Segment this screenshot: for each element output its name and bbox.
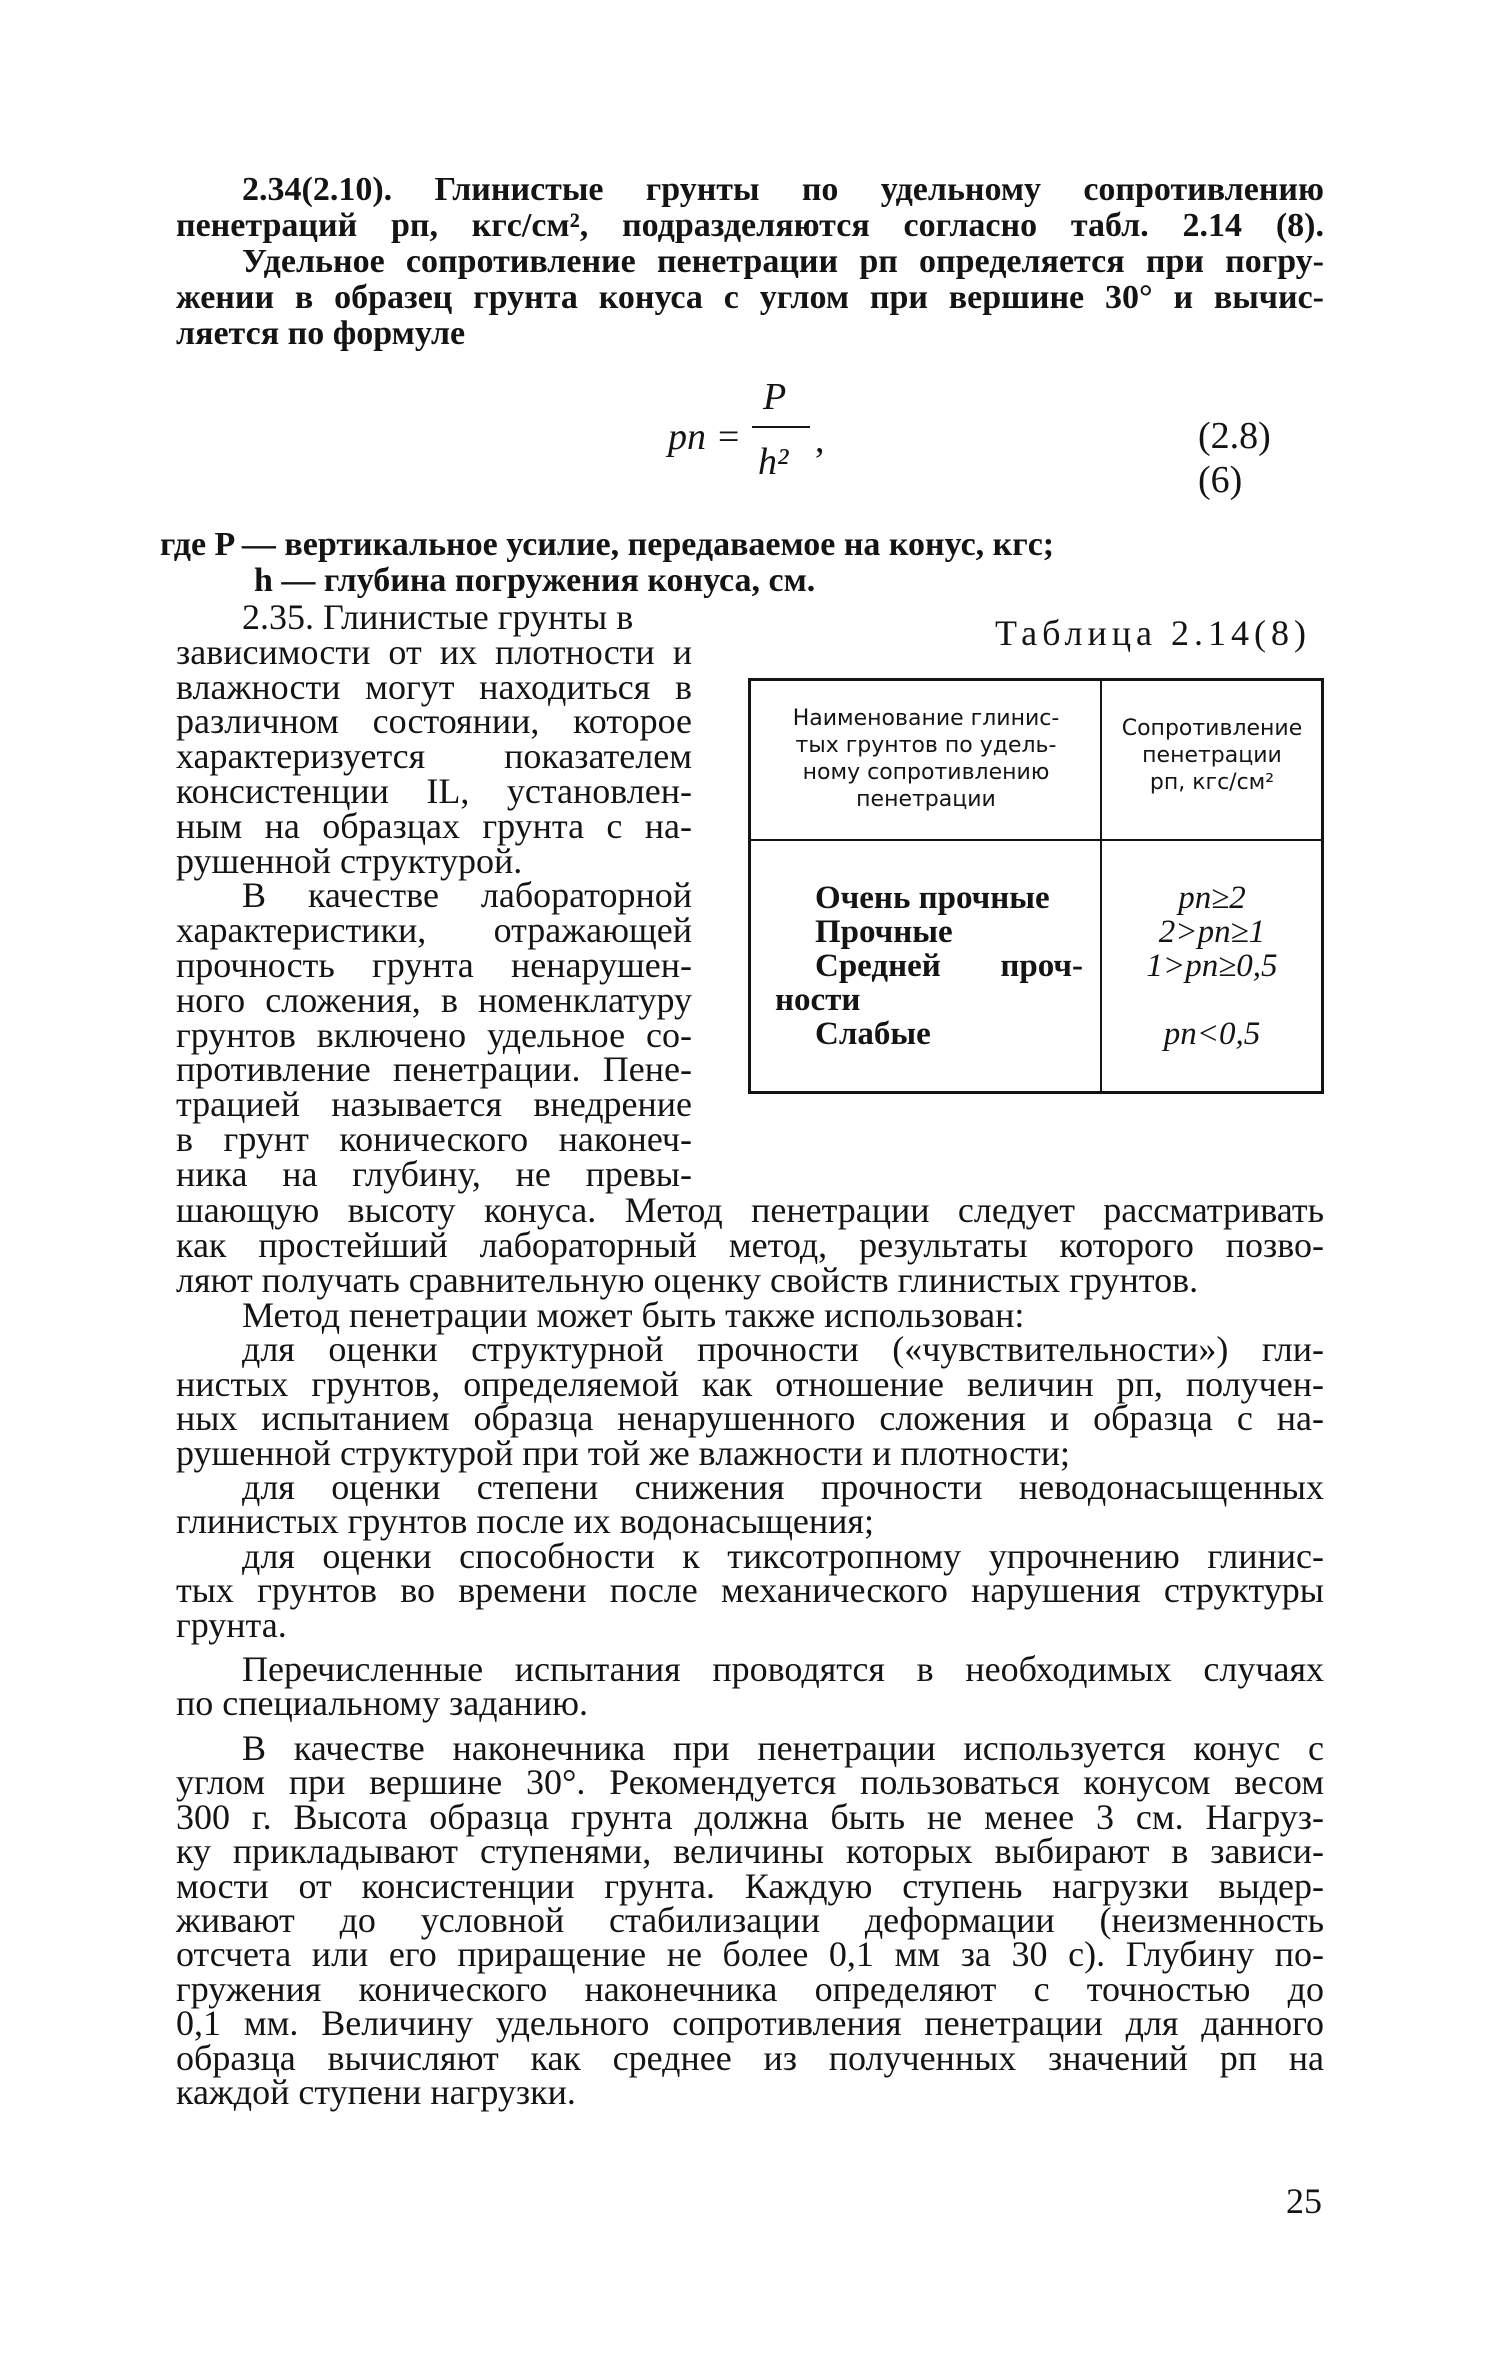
paragraph-line: отсчета или его приращение не более 0,1 мм за 30 с). Глубину по- — [176, 1934, 1324, 1975]
paragraph-line: рушенной структурой при той же влажности и плотности; — [176, 1432, 1071, 1473]
text-line: трацией называется внедрение — [176, 1084, 692, 1125]
header-line: Наименование глинис- — [792, 706, 1060, 731]
text-line: влажности могут находиться в — [176, 666, 692, 707]
table-cell-value: 2>pп≥1 — [1158, 914, 1266, 950]
text-line: пенетраций pп, кгс/см², подразделяются согласно табл. 2.14 (8). — [176, 207, 1324, 244]
paragraph-line: Перечисленные испытания проводятся в необходимых случаях — [242, 1649, 1324, 1690]
formula-lhs: pп = — [668, 416, 742, 458]
paragraph — [176, 1727, 1324, 2112]
header-line: pп, кгс/см² — [1149, 770, 1275, 795]
paragraph-line: углом при вершине 30°. Рекомендуется пользоваться конусом весом — [176, 1762, 1324, 1803]
paragraph-line: для оценки способности к тиксотропному упрочнению глинис- — [242, 1535, 1324, 1576]
section-2-35-wide — [176, 1190, 1324, 1300]
text-line: консистенции IL, установлен- — [176, 770, 692, 811]
section-2-35-narrow — [176, 597, 692, 1194]
text-line: рушенной структурой. — [176, 840, 523, 881]
text-line: противление пенетрации. Пене- — [176, 1049, 692, 1090]
text-line: грунтов включено удельное со- — [176, 1014, 692, 1055]
paragraph-line: 0,1 мм. Величину удельного сопротивления пенетрации для данного — [176, 2003, 1324, 2044]
table-2-14 — [748, 678, 1324, 1094]
paragraph-line: каждой ступени нагрузки. — [176, 2071, 576, 2112]
paragraph-line: живают до условной стабилизации деформации (неизменность — [176, 1899, 1324, 1940]
text-line: ным на образцах грунта с на- — [176, 805, 692, 846]
text-line: зависимости от их плотности и — [176, 631, 692, 672]
table-cell-name: ности — [775, 982, 861, 1018]
header-line: пенетрации — [1142, 743, 1282, 768]
text-line: прочность грунта ненарушен- — [176, 944, 692, 985]
paragraph-line: глинистых грунтов после их водонасыщения; — [176, 1501, 874, 1542]
paragraph-line: по специальному заданию. — [176, 1683, 588, 1724]
text-line: характеризуется показателем — [176, 736, 692, 777]
text-line: ляется по формуле — [176, 315, 466, 352]
header-line: тых грунтов по удель- — [795, 733, 1057, 758]
header-line: ному сопротивлению — [802, 760, 1050, 785]
paragraph — [176, 1649, 1324, 1724]
paragraph-line: тых грунтов во времени после механического нарушения структуры — [176, 1570, 1324, 1611]
paragraph-line: Метод пенетрации может быть также использован: — [242, 1295, 1025, 1335]
table-cell-name: Очень прочные — [815, 880, 1050, 916]
fraction-bar — [752, 426, 810, 428]
paragraph — [176, 1535, 1324, 1645]
paragraph-line: гружения конического наконечника определяют с точностью до — [176, 1968, 1324, 2009]
table-header-resistance — [1103, 715, 1321, 796]
table-column-divider — [1100, 681, 1102, 1091]
table-cell-name: Прочные — [815, 914, 953, 950]
header-line: пенетрации — [856, 787, 996, 812]
text-line: Удельное сопротивление пенетрации pп определяется при погру- — [242, 243, 1324, 280]
section-2-34 — [176, 172, 1324, 352]
paragraph-line: для оценки структурной прочности («чувствительности») гли- — [242, 1329, 1324, 1370]
paragraph — [176, 1329, 1324, 1473]
table-cell-value: pп≥2 — [1178, 880, 1246, 916]
header-line: Сопротивление — [1121, 716, 1303, 741]
text-line: характеристики, отражающей — [176, 910, 692, 951]
paragraph-line: В качестве наконечника при пенетрации используется конус с — [242, 1727, 1324, 1768]
paragraph — [176, 1467, 1324, 1542]
formula-number: (2.8)(6) — [1198, 415, 1271, 501]
paragraph-line: мости от консистенции грунта. Каждую ступень нагрузки выдер- — [176, 1865, 1324, 1906]
text-line: ника на глубину, не превы- — [176, 1153, 692, 1194]
table-cell-value: 1>pп≥0,5 — [1146, 948, 1278, 984]
text-line: как простейший лабораторный метод, результаты которого позво- — [176, 1224, 1324, 1265]
formula-numerator: P — [763, 376, 787, 418]
text-line: жении в образец грунта конуса с углом при вершине 30° и вычис- — [176, 279, 1324, 316]
paragraph-line: нистых грунтов, определяемой как отношение величин pп, получен- — [176, 1363, 1324, 1404]
page-number: 25 — [1286, 2181, 1322, 2221]
where-line-2: h — глубина погружения конуса, см. — [254, 562, 816, 599]
paragraph-line: образца вычисляют как среднее из полученных значений pп на — [176, 2037, 1324, 2078]
text-line: шающую высоту конуса. Метод пенетрации следует рассматривать — [176, 1190, 1324, 1230]
table-header-divider — [751, 839, 1321, 841]
paragraph-line: для оценки степени снижения прочности неводонасыщенных — [242, 1467, 1324, 1508]
formula-comma: , — [815, 419, 825, 461]
text-line: различном состоянии, которое — [176, 701, 692, 742]
text-line: 2.35. Глинистые грунты в — [242, 597, 634, 637]
paragraph-line: ку прикладывают ступенями, величины которых выбирают в зависи- — [176, 1831, 1324, 1872]
text-line: ляют получать сравнительную оценку свойств глинистых грунтов. — [176, 1259, 1199, 1300]
paragraph-line: 300 г. Высота образца грунта должна быть не менее 3 см. Нагруз- — [176, 1796, 1324, 1837]
formula-denominator: h² — [758, 441, 789, 483]
where-line-1: где P — вертикальное усилие, передаваемое на конус, кгс; — [160, 526, 1055, 563]
table-header-name — [757, 705, 1095, 813]
table-cell-name: Слабые — [815, 1016, 931, 1052]
text-line: В качестве лабораторной — [242, 875, 692, 916]
text-line: ного сложения, в номенклатуру — [176, 979, 692, 1020]
body-text — [176, 1295, 1324, 2112]
table-cell-name: Средней проч- — [815, 948, 1083, 984]
text-line: в грунт конического наконеч- — [176, 1118, 692, 1159]
table-caption: Таблица 2.14(8) — [995, 613, 1311, 653]
text-line: 2.34(2.10). Глинистые грунты по удельному сопротивлению — [242, 171, 1324, 208]
paragraph-line: ных испытанием образца ненарушенного сложения и образца с на- — [176, 1398, 1324, 1439]
paragraph-line: грунта. — [176, 1604, 287, 1645]
table-cell-value: pп<0,5 — [1163, 1016, 1261, 1052]
